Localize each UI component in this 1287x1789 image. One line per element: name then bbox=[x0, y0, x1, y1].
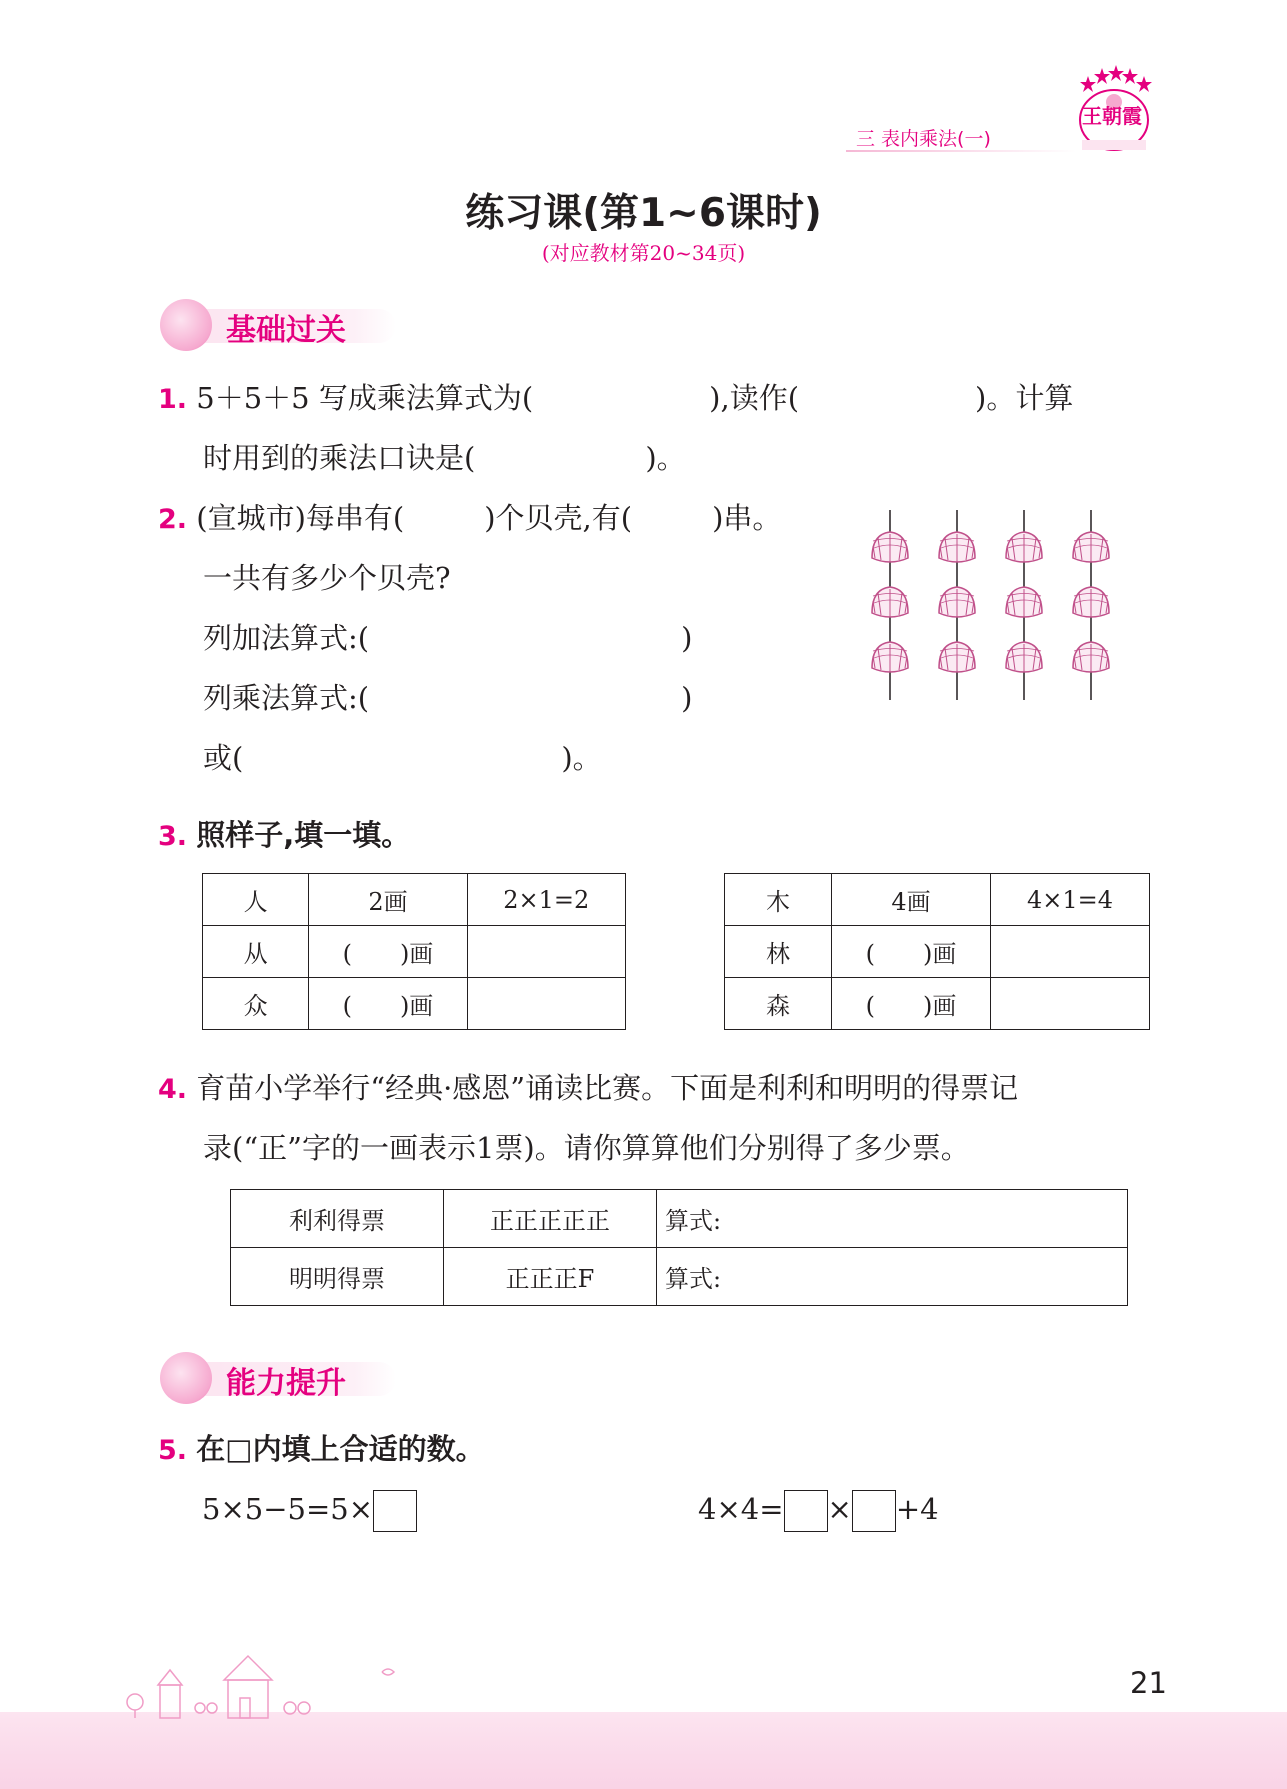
student-avatar-icon bbox=[160, 299, 212, 351]
brand-logo bbox=[1074, 62, 1154, 152]
formula-cell[interactable]: 算式: bbox=[657, 1248, 1128, 1306]
vote-name: 利利得票 bbox=[231, 1190, 444, 1248]
q2-text-e: ) bbox=[681, 621, 693, 655]
section-advanced-label: 能力提升 bbox=[226, 1366, 346, 1401]
q1-text-b: ),读作( bbox=[709, 381, 800, 415]
eq2-text-c: +4 bbox=[895, 1492, 939, 1526]
shell-icon bbox=[872, 532, 1109, 672]
logo-text: 王朝霞 bbox=[1082, 104, 1142, 128]
section-basic bbox=[160, 299, 410, 349]
page-subtitle: (对应教材第20~34页) bbox=[541, 241, 746, 265]
answer-box[interactable] bbox=[784, 1490, 828, 1532]
teacher-avatar-icon bbox=[160, 1352, 212, 1404]
vote-table bbox=[230, 1189, 1128, 1306]
q4-text-1: 育苗小学举行“经典·感恩”诵读比赛。下面是利利和明明的得票记 bbox=[196, 1071, 1019, 1105]
answer-cell[interactable]: ( )画 bbox=[309, 978, 467, 1030]
table-cell: 森 bbox=[725, 978, 832, 1030]
table-cell: 众 bbox=[203, 978, 309, 1030]
question-3 bbox=[158, 813, 410, 854]
answer-cell[interactable]: ( )画 bbox=[309, 926, 467, 978]
stroke-table-left bbox=[202, 873, 626, 1030]
table-cell: 木 bbox=[725, 874, 832, 926]
question-2 bbox=[158, 496, 781, 537]
answer-box[interactable] bbox=[852, 1490, 896, 1532]
question-5 bbox=[158, 1427, 485, 1468]
question-1 bbox=[158, 376, 1073, 417]
q2-text-h: 或( bbox=[203, 741, 244, 775]
answer-cell[interactable] bbox=[991, 926, 1150, 978]
table-cell: 4画 bbox=[832, 874, 991, 926]
q1-text-c: )。计算 bbox=[975, 381, 1074, 415]
q2-text-g: ) bbox=[681, 681, 693, 715]
town-illustration bbox=[120, 1650, 420, 1720]
table-cell: 4×1=4 bbox=[991, 874, 1150, 926]
question-number: 1. bbox=[158, 384, 188, 415]
q2-text-f: 列乘法算式:( bbox=[203, 681, 370, 715]
answer-cell[interactable] bbox=[467, 978, 625, 1030]
stroke-table-right bbox=[724, 873, 1150, 1030]
answer-cell[interactable] bbox=[991, 978, 1150, 1030]
q2-text-a: (宣城市)每串有( bbox=[196, 501, 405, 535]
q2-text-b: )个贝壳,有( bbox=[484, 501, 633, 535]
question-number: 5. bbox=[158, 1435, 188, 1466]
eq1-text: 5×5−5=5× bbox=[202, 1492, 373, 1526]
q5-text: 在□内填上合适的数。 bbox=[196, 1432, 485, 1466]
equation-2 bbox=[698, 1490, 939, 1532]
chapter-header bbox=[846, 124, 1076, 154]
question-number: 2. bbox=[158, 504, 188, 535]
q2-text-i: )。 bbox=[561, 741, 602, 775]
table-cell: 林 bbox=[725, 926, 832, 978]
q2-line2: 一共有多少个贝壳? bbox=[203, 561, 451, 595]
table-cell: 从 bbox=[203, 926, 309, 978]
vote-tally: 正正正正正 bbox=[444, 1190, 657, 1248]
eq2-text-a: 4×4= bbox=[698, 1492, 784, 1526]
eq2-text-b: × bbox=[827, 1492, 852, 1526]
formula-cell[interactable]: 算式: bbox=[657, 1190, 1128, 1248]
question-number: 3. bbox=[158, 821, 188, 852]
table-cell: 2画 bbox=[309, 874, 467, 926]
q3-text: 照样子,填一填。 bbox=[196, 818, 411, 852]
question-4 bbox=[158, 1066, 1018, 1107]
page-title: 练习课(第1~6课时) bbox=[465, 191, 822, 236]
q1-text-e: )。 bbox=[645, 441, 686, 475]
answer-cell[interactable]: ( )画 bbox=[832, 926, 991, 978]
q1-text-d: 时用到的乘法口诀是( bbox=[203, 441, 476, 475]
answer-box[interactable] bbox=[373, 1490, 417, 1532]
q2-line3 bbox=[203, 616, 692, 657]
vote-tally: 正正正F bbox=[444, 1248, 657, 1306]
section-advanced bbox=[160, 1352, 410, 1402]
q2-line5 bbox=[203, 736, 602, 777]
answer-cell[interactable]: ( )画 bbox=[832, 978, 991, 1030]
q1-text-a: 5＋5＋5 写成乘法算式为( bbox=[196, 381, 534, 415]
equation-1 bbox=[202, 1490, 417, 1532]
footer-band bbox=[0, 1712, 1287, 1789]
table-cell: 2×1=2 bbox=[467, 874, 625, 926]
answer-cell[interactable] bbox=[467, 926, 625, 978]
vote-name: 明明得票 bbox=[231, 1248, 444, 1306]
star-icon bbox=[1080, 65, 1152, 92]
q2-text-c: )串。 bbox=[712, 501, 782, 535]
q4-text-2: 录(“正”字的一画表示1票)。请你算算他们分别得了多少票。 bbox=[203, 1131, 970, 1165]
question-number: 4. bbox=[158, 1074, 188, 1105]
q2-text-d: 列加法算式:( bbox=[203, 621, 370, 655]
q2-line4 bbox=[203, 676, 692, 717]
page-number: 21 bbox=[1130, 1666, 1167, 1700]
section-basic-label: 基础过关 bbox=[226, 313, 346, 348]
question-1-line2 bbox=[203, 436, 686, 477]
table-cell: 人 bbox=[203, 874, 309, 926]
shell-strings-illustration bbox=[860, 505, 1120, 705]
chapter-title: 三 表内乘法(一) bbox=[856, 128, 991, 150]
